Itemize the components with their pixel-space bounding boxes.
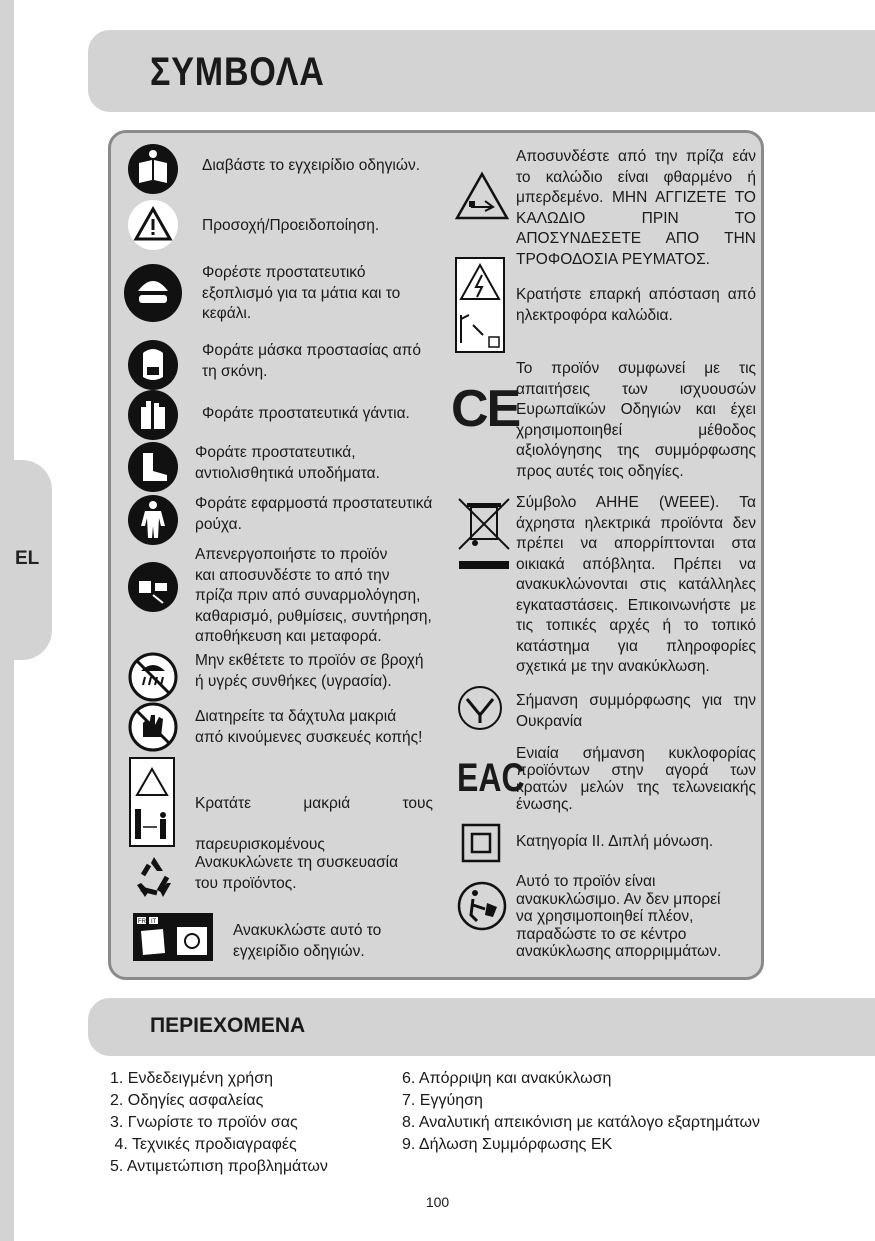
symbol-text: Φοράτε προστατευτικά, αντιολισθητικά υποδήματα. <box>195 444 380 482</box>
symbol-text: Κρατήστε επαρκή απόσταση από ηλεκτροφόρα καλώδια. <box>516 286 756 324</box>
toc-item[interactable]: 9. Δήλωση Συμμόρφωσης ΕΚ <box>402 1136 613 1153</box>
electric-distance-icon <box>455 257 505 353</box>
bystanders-word: Κρατάτε <box>195 794 252 812</box>
toc-item[interactable]: 2. Οδηγίες ασφαλείας <box>110 1092 264 1109</box>
symbols-panel <box>108 130 764 980</box>
read-manual-icon <box>127 143 179 195</box>
contents-list-right <box>402 1068 760 1156</box>
weee-bin-icon <box>455 495 513 573</box>
recycle-manual-icon <box>133 913 213 961</box>
title-bar <box>88 30 875 112</box>
symbol-text: Αποσυνδέστε από την πρίζα εάν το καλώδιο είναι φθαρμένο ή μπερδεμένο. ΜΗΝ ΑΓΓΙΖΕΤΕ ΤΟ ΚΑΛΩΔΙΟ ΠΡΙΝ ΤΟ ΑΠΟΣΥΝΔΕΣΕΤΕ ΑΠΟ ΤΗΝ ΤΡΟΦΟΔΟΣΙΑ ΡΕΥΜΑΤΟΣ. <box>516 148 756 268</box>
page-title: ΣΥΜΒΟΛΑ <box>150 50 325 94</box>
symbol-text: Ανακυκλώστε αυτό το εγχειρίδιο οδηγιών. <box>233 922 382 960</box>
language-label: EL <box>15 548 40 569</box>
class-ii-icon <box>461 823 501 863</box>
symbol-text: Σήμανση συμμόρφωσης για την Ουκρανία <box>516 692 756 730</box>
symbol-text: Κατηγορία ΙΙ. Διπλή μόνωση. <box>516 833 714 850</box>
warning-triangle-icon <box>127 199 179 251</box>
toc-item[interactable]: 6. Απόρριψη και ανακύκλωση <box>402 1070 612 1087</box>
toc-item[interactable]: 5. Αντιμετώπιση προβλημάτων <box>110 1158 328 1175</box>
toc-item[interactable]: 4. Τεχνικές προδιαγραφές <box>110 1136 297 1153</box>
bystanders-line-1 <box>195 794 433 815</box>
symbol-text: Απενεργοποιήστε το προϊόν και αποσυνδέστε το από την πρίζα πριν από συναρμολόγηση, καθαρισμό, ρυθμίσεις, συντήρηση, αποθήκευση και μεταφορά. <box>195 546 432 645</box>
bystanders-word: τους <box>402 794 433 812</box>
fr-label: FR <box>138 919 146 925</box>
it-label: IT <box>151 919 157 925</box>
page-number: 100 <box>425 1194 450 1210</box>
symbol-text: Το προϊόν συμφωνεί με τις απαιτήσεις των ισχυουσών Ευρωπαϊκών Οδηγιών και έχει χρησιμοποιηθεί μέθοδος αξιολόγησης της συμμόρφωσης προς αυτές τοις οδηγίες. <box>516 360 756 480</box>
contents-title: ΠΕΡΙΕΧΟΜΕΝΑ <box>150 1014 306 1037</box>
no-rain-icon <box>127 651 179 703</box>
recyclable-product-icon <box>457 881 507 931</box>
toc-item[interactable]: 1. Ενδεδειγμένη χρήση <box>110 1070 273 1087</box>
no-hands-blade-icon <box>127 701 179 753</box>
symbol-text: Φοράτε προστατευτικά γάντια. <box>202 405 410 422</box>
symbol-text: Αυτό το προϊόν είναι ανακυκλώσιμο. Αν δεν μπορεί να χρησιμοποιηθεί πλέον, παραδώστε το σε κέντρο ανακύκλωσης απορριμμάτων. <box>516 873 722 960</box>
symbol-text: Φοράτε μάσκα προστασίας από τη σκόνη. <box>202 342 421 380</box>
bystanders-line-2: παρευρισκομένους <box>195 835 325 853</box>
damaged-cable-icon <box>455 171 509 221</box>
unplug-icon <box>127 561 179 613</box>
symbol-text: Σύμβολο ΑΗΗΕ (WEEE). Τα άχρηστα ηλεκτρικά προϊόντα δεν πρέπει να απορρίπτονται στα οικιακά απόβλητα. Πρέπει να ανακυκλώνονται στις κατάλληλες εγκαταστάσεις. Επικοινωνήστε με τις τοπικές αρχές ή το τοπικό κατάστημα για πληροφορίες σχετικά με την ανακύκλωση. <box>516 494 756 675</box>
bystanders-word: μακριά <box>303 794 351 812</box>
safety-boots-icon <box>127 441 179 493</box>
eac-mark-icon: EAC <box>457 756 525 800</box>
symbol-text: Φοράτε εφαρμοστά προστατευτικά ρούχα. <box>195 495 433 533</box>
symbol-text: Ανακυκλώνετε τη συσκευασία του προϊόντος. <box>195 854 399 892</box>
head-eye-protection-icon <box>123 263 183 323</box>
toc-item[interactable]: 7. Εγγύηση <box>402 1092 483 1109</box>
symbol-text: Φορέστε προστατευτικό εξοπλισμό για τα μάτια και το κεφάλι. <box>202 264 401 322</box>
ce-mark-icon: CE <box>451 380 520 438</box>
protective-clothing-icon <box>127 494 179 546</box>
symbol-text: Διαβάστε το εγχειρίδιο οδηγιών. <box>202 157 420 174</box>
symbol-text: Ενιαία σήμανση κυκλοφορίας προϊόντων στην αγορά των κρατών μελών της τελωνειακής ένωσης. <box>516 745 756 813</box>
dust-mask-icon <box>127 339 179 391</box>
bystanders-icon <box>129 757 175 847</box>
recycle-icon <box>129 853 179 903</box>
symbol-text: Μην εκθέτετε το προϊόν σε βροχή ή υγρές συνθήκες (υγρασία). <box>195 652 424 690</box>
gloves-icon <box>127 389 179 441</box>
contents-bar <box>88 998 875 1056</box>
contents-list-left <box>110 1068 328 1178</box>
toc-item[interactable]: 3. Γνωρίστε το προϊόν σας <box>110 1114 298 1131</box>
symbol-text: Προσοχή/Προειδοποίηση. <box>202 217 380 234</box>
symbol-text: Διατηρείτε τα δάχτυλα μακριά από κινούμενες συσκευές κοπής! <box>195 708 423 746</box>
ukraine-mark-icon <box>457 685 503 731</box>
toc-item[interactable]: 8. Αναλυτική απεικόνιση με κατάλογο εξαρτημάτων <box>402 1114 761 1131</box>
